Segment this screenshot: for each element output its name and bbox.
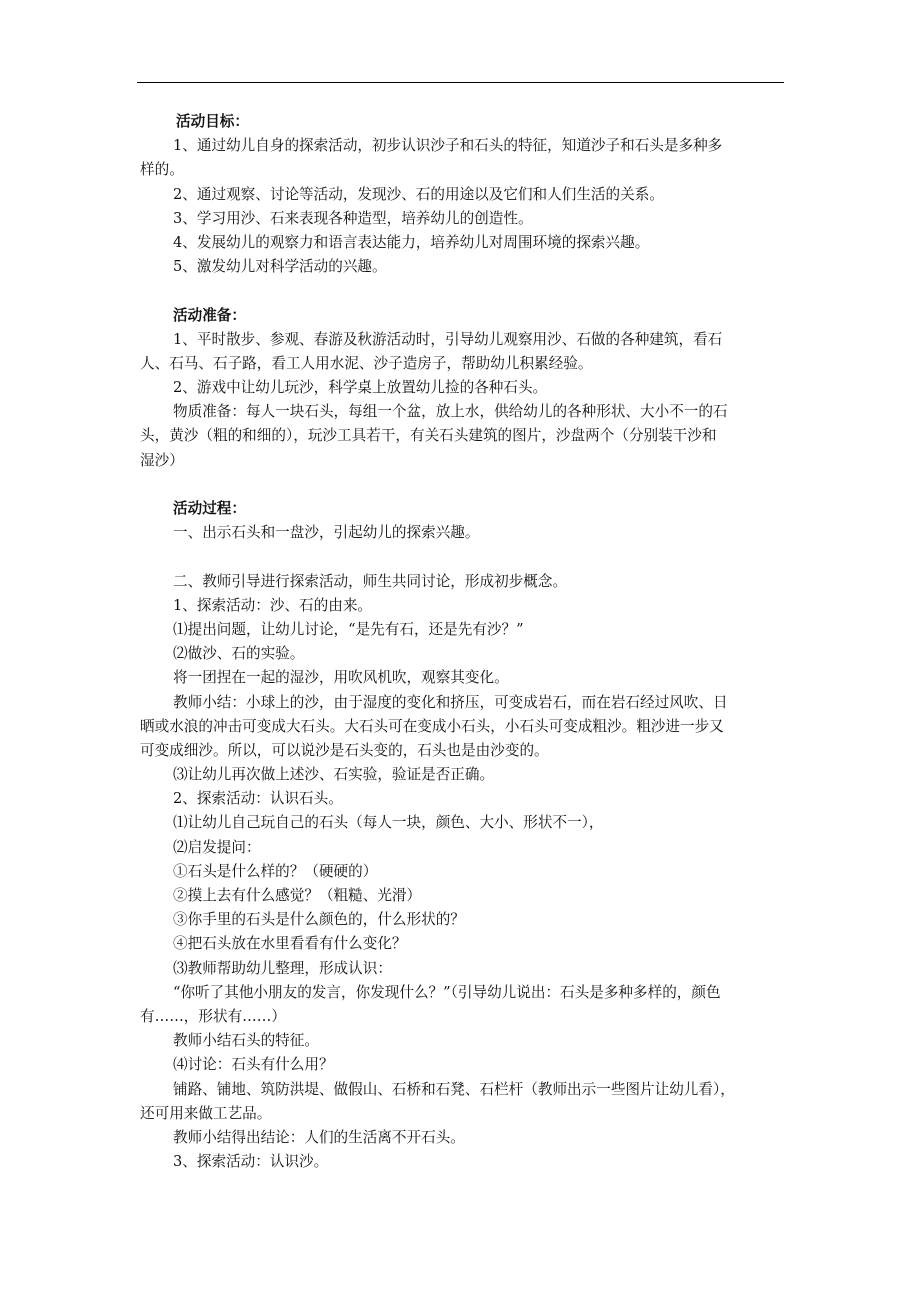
section-heading: 活动过程： xyxy=(173,500,246,517)
paragraph-line: 样的。 xyxy=(140,161,184,179)
paragraph-line: 二、教师引导进行探索活动，师生共同讨论，形成初步概念。 xyxy=(173,572,568,590)
paragraph-line: 2、探索活动：认识石头。 xyxy=(173,790,343,808)
paragraph-line: ⑴让幼儿自己玩自己的石头（每人一块，颜色、大小、形状不一）， xyxy=(173,814,604,832)
paragraph-line: 物质准备：每人一块石头，每组一个盆，放上水，供给幼儿的各种形状、大小不一的石 xyxy=(173,403,728,421)
header-rule xyxy=(137,82,784,83)
section-heading: 活动准备： xyxy=(173,306,246,324)
paragraph-line: 5、激发幼儿对科学活动的兴趣。 xyxy=(173,258,387,276)
paragraph-line: 可变成细沙。所以，可以说沙是石头变的，石头也是由沙变的。 xyxy=(140,741,549,759)
paragraph-line: 还可用来做工艺品。 xyxy=(140,1104,272,1122)
paragraph-line: 头，黄沙（粗的和细的），玩沙工具若干，有关石头建筑的图片，沙盘两个（分别装干沙和 xyxy=(140,427,717,445)
paragraph-line: 3、学习用沙、石来表现各种造型，培养幼儿的创造性。 xyxy=(173,209,533,227)
paragraph-line: ⑵做沙、石的实验。 xyxy=(173,645,305,663)
paragraph-line: 2、游戏中让幼儿玩沙，科学桌上放置幼儿捡的各种石头。 xyxy=(173,379,548,397)
paragraph-line: 教师小结石头的特征。 xyxy=(173,1032,319,1050)
paragraph-line: 3、探索活动：认识沙。 xyxy=(173,1153,329,1171)
paragraph-line: 教师小结得出结论：人们的生活离不开石头。 xyxy=(173,1128,465,1146)
document-body xyxy=(140,110,786,1174)
paragraph-line: ①石头是什么样的？（硬硬的） xyxy=(173,862,378,880)
paragraph-line: “你听了其他小朋友的发言，你发现什么？”（引导幼儿说出：石头是多种多样的，颜色 xyxy=(173,983,721,1001)
paragraph-line: 1、探索活动：沙、石的由来。 xyxy=(173,596,373,614)
section-gap xyxy=(140,473,786,497)
paragraph-line: 1、平时散步、参观、春游及秋游活动时，引导幼儿观察用沙、石做的各种建筑，看石 xyxy=(173,330,723,348)
paragraph-line: 晒或水浪的冲击可变成大石头。大石头可在变成小石头，小石头可变成粗沙。粗沙进一步又 xyxy=(140,717,724,735)
paragraph-line: ⑶让幼儿再次做上述沙、石实验，验证是否正确。 xyxy=(173,766,495,784)
paragraph-line: 将一团捏在一起的湿沙，用吹风机吹，观察其变化。 xyxy=(173,669,509,687)
paragraph-line: 1、通过幼儿自身的探索活动，初步认识沙子和石头的特征，知道沙子和石头是多种多 xyxy=(173,137,723,155)
paragraph-line: ②摸上去有什么感觉？（粗糙、光滑） xyxy=(173,887,422,904)
paragraph-line: 一、出示石头和一盘沙，引起幼儿的探索兴趣。 xyxy=(173,524,480,542)
paragraph-line: 湿沙） xyxy=(140,451,184,469)
section-heading: 活动目标： xyxy=(176,113,249,130)
paragraph-line: ④把石头放在水里看看有什么变化？ xyxy=(173,935,407,953)
paragraph-line: ⑶教师帮助幼儿整理，形成认识： xyxy=(173,959,392,977)
paragraph-line: ⑷讨论：石头有什么用？ xyxy=(173,1056,334,1074)
paragraph-line: 教师小结：小球上的沙，由于湿度的变化和挤压，可变成岩石，而在岩石经过风吹、日 xyxy=(173,693,728,711)
paragraph-line: 4、发展幼儿的观察力和语言表达能力，培养幼儿对周围环境的探索兴趣。 xyxy=(173,233,650,251)
paragraph-line: ③你手里的石头是什么颜色的，什么形状的？ xyxy=(173,911,465,929)
blank-line xyxy=(140,545,786,569)
paragraph-line: ⑴提出问题，让幼儿讨论，“是先有石，还是先有沙？” xyxy=(173,620,524,638)
paragraph-line: 2、通过观察、讨论等活动，发现沙、石的用途以及它们和人们生活的关系。 xyxy=(173,185,664,203)
paragraph-line: 有……，形状有……） xyxy=(140,1007,286,1025)
paragraph-line: 人、石马、石子路，看工人用水泥、沙子造房子，帮助幼儿积累经验。 xyxy=(140,354,593,372)
paragraph-line: ⑵启发提问： xyxy=(173,838,261,856)
section-gap xyxy=(140,279,786,303)
paragraph-line: 铺路、铺地、筑防洪堤、做假山、石桥和石凳、石栏杆（教师出示一些图片让幼儿看）， xyxy=(173,1080,735,1098)
